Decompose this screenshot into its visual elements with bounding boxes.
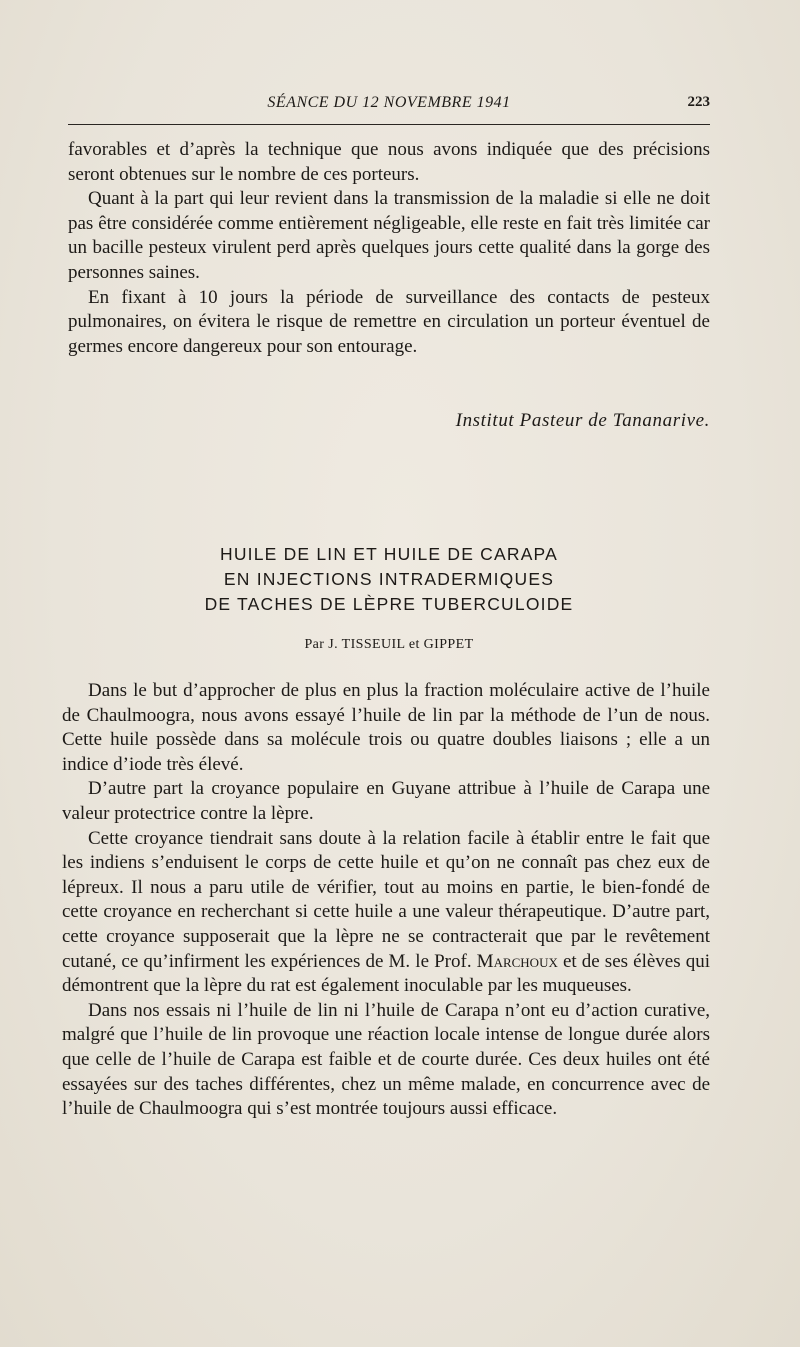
title-line: EN INJECTIONS INTRADERMIQUES [223,569,555,589]
page-number: 223 [687,94,710,110]
article-title [68,542,710,617]
author-name-marchoux: Marchoux [476,950,558,972]
paragraph-text: Cette croyance tiendrait sans doute à la relation facile à établir entre le fait que les indiens s’enduisent le corps de cette huile et qu’on ne connaît pas chez eux de lépreux. Il nous a paru utile de vérifier, tout au moins en partie, le bien-fondé de cette croyance en recherchant si cette huile a une valeur thérapeutique. D’autre part, cette croyance supposerait que la lèpre ne se contracterait que par le revêtement cutané, ce qu’infirment les expériences de M. le Prof. [62,827,710,972]
article-body [62,679,710,1122]
paragraph: D’autre part la croyance populaire en Guyane attribue à l’huile de Carapa une valeur protectrice contre la lèpre. [62,778,710,824]
article-byline: Par J. TISSEUIL et GIPPET [304,637,474,652]
paragraph: Quant à la part qui leur revient dans la transmission de la maladie si elle ne doit pas être considérée comme entièrement négligeable, elle reste en fait très limitée car un bacille pesteux virulent perd après quelques jours cette qualité dans la gorge des personnes saines. [68,188,710,283]
previous-article-text [68,138,710,359]
institution-signature: Institut Pasteur de Tananarive. [455,410,710,431]
paragraph: Dans le but d’approcher de plus en plus la fraction moléculaire active de l’huile de Chaulmoogra, nous avons essayé l’huile de lin par la méthode de l’un de nous. Cette huile possède dans sa molécule trois ou quatre doubles liaisons ; elle a un indice d’iode très élevé. [62,680,710,775]
paragraph-text: et de ses élèves qui démontrent que la lèpre du rat est également inoculable par les muqueuses. [62,950,710,997]
title-line: DE TACHES DE LÈPRE TUBERCULOIDE [204,594,574,614]
paragraph: En fixant à 10 jours la période de surveillance des contacts de pesteux pulmonaires, on évitera le risque de remettre en circulation un porteur éventuel de germes encore dangereux pour son entourage. [68,286,710,357]
page-header [68,92,710,116]
title-line: HUILE DE LIN ET HUILE DE CARAPA [219,544,559,564]
paragraph: favorables et d’après la technique que nous avons indiquée que des précisions seront obtenues sur le nombre de ces porteurs. [68,139,710,185]
paragraph: Dans nos essais ni l’huile de lin ni l’huile de Carapa n’ont eu d’action curative, malgré que l’huile de lin provoque une réaction locale intense de longue durée alors que celle de l’huile de Carapa est faible et de courte durée. Ces deux huiles ont été essayées sur des taches différentes, chez un même malade, en concurrence avec de l’huile de Chaulmoogra qui s’est montrée toujours aussi efficace. [62,999,710,1120]
running-head: SÉANCE DU 12 NOVEMBRE 1941 [267,94,511,111]
paragraph [62,827,710,999]
header-rule [68,124,710,125]
